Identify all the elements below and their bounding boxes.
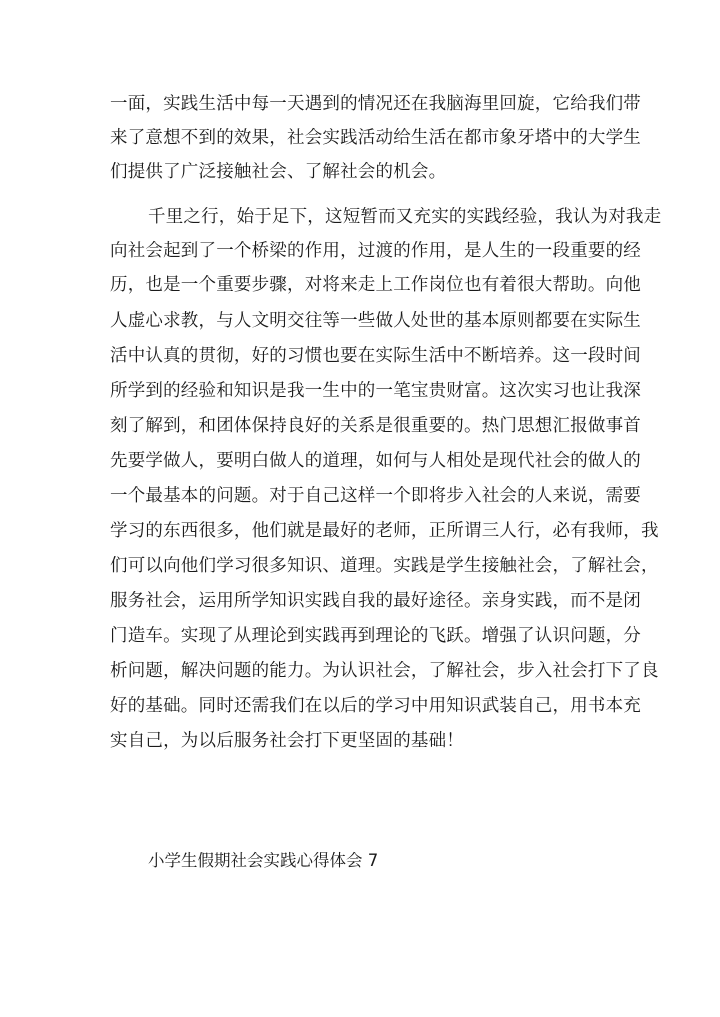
paragraph-2-line-3: 历，也是一个重要步骤，对将来走上工作岗位也有着很大帮助。向他 [110,275,641,295]
paragraph-1-line-2: 来了意想不到的效果，社会实践活动给生活在都市象牙塔中的大学生 [110,128,641,148]
paragraph-2-line-7: 刻了解到，和团体保持良好的关系是很重要的。热门思想汇报做事首 [110,416,641,436]
section-title: 小学生假期社会实践心得体会 7 [148,851,379,870]
paragraph-1-line-1: 一面，实践生活中每一天遇到的情况还在我脑海里回旋，它给我们带 [110,94,641,114]
paragraph-2-line-2: 向社会起到了一个桥梁的作用，过渡的作用，是人生的一段重要的经 [110,241,641,261]
paragraph-2-line-11: 们可以向他们学习很多知识、道理。实践是学生接触社会，了解社会， [110,556,659,576]
paragraph-2-line-8: 先要学做人，要明白做人的道理，如何与人相处是现代社会的做人的 [110,451,641,471]
paragraph-2-line-15: 好的基础。同时还需我们在以后的学习中用知识武装自己，用书本充 [110,696,641,716]
paragraph-2-line-1: 千里之行，始于足下，这短暂而又充实的实践经验，我认为对我走 [148,207,662,227]
paragraph-1-line-3: 们提供了广泛接触社会、了解社会的机会。 [110,162,447,182]
paragraph-2-line-12: 服务社会，运用所学知识实践自我的最好途径。亲身实践，而不是闭 [110,591,641,611]
paragraph-2-line-13: 门造车。实现了从理论到实践再到理论的飞跃。增强了认识问题，分 [110,626,641,646]
paragraph-2-line-14: 析问题，解决问题的能力。为认识社会，了解社会，步入社会打下了良 [110,661,659,681]
paragraph-2-line-5: 活中认真的贯彻，好的习惯也要在实际生活中不断培养。这一段时间 [110,346,641,366]
paragraph-2-line-6: 所学到的经验和知识是我一生中的一笔宝贵财富。这次实习也让我深 [110,381,641,401]
paragraph-2-line-16: 实自己，为以后服务社会打下更坚固的基础！ [110,731,464,751]
paragraph-2-line-9: 一个最基本的问题。对于自己这样一个即将步入社会的人来说，需要 [110,486,641,506]
paragraph-2-line-10: 学习的东西很多，他们就是最好的老师，正所谓三人行，必有我师，我 [110,521,659,541]
paragraph-2-line-4: 人虚心求教，与人文明交往等一些做人处世的基本原则都要在实际生 [110,311,641,331]
